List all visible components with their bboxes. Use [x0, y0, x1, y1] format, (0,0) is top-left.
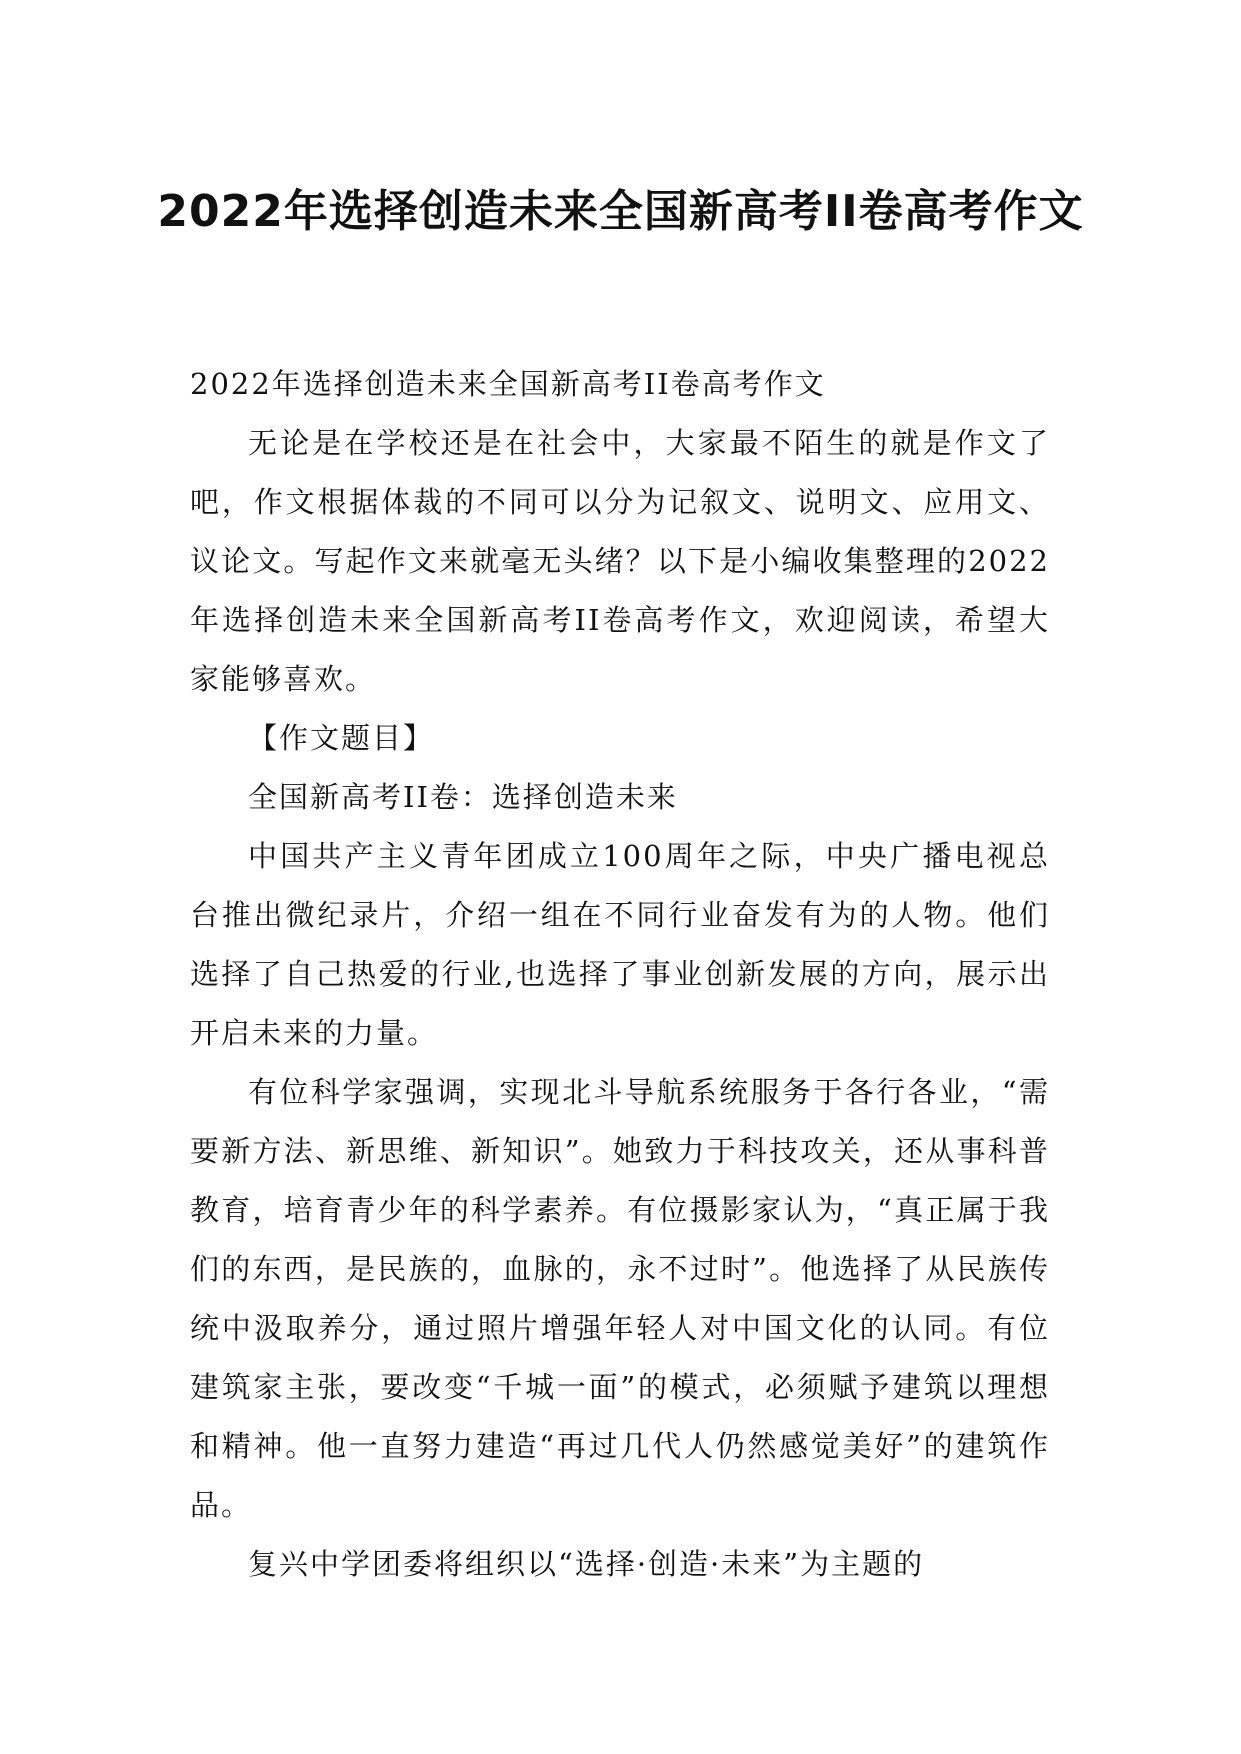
document-body [190, 355, 1050, 1594]
body-paragraph: 全国新高考II卷：选择创造未来 [248, 780, 678, 814]
body-paragraph: 中国共产主义青年团成立100周年之际，中央广播电视总台推出微纪录片，介绍一组在不同行业奋发有为的人物。他们选择了自己热爱的行业,也选择了事业创新发展的方向，展示出开启未来的力量。 [190, 839, 1050, 1050]
body-paragraph: 有位科学家强调，实现北斗导航系统服务于各行各业，“需要新方法、新思维、新知识”。她致力于科技攻关，还从事科普教育，培育青少年的科学素养。有位摄影家认为，“真正属于我们的东西，是民族的，血脉的，永不过时”。他选择了从民族传统中汲取养分，通过照片增强年轻人对中国文化的认同。有位建筑家主张，要改变“千城一面”的模式，必须赋予建筑以理想和精神。他一直努力建造“再过几代人仍然感觉美好”的建筑作品。 [190, 1075, 1050, 1522]
section-heading: 【作文题目】 [248, 721, 435, 755]
document-title: 2022年选择创造未来全国新高考II卷高考作文 [157, 186, 1084, 238]
body-paragraph: 2022年选择创造未来全国新高考II卷高考作文 [190, 367, 826, 401]
body-paragraph: 无论是在学校还是在社会中，大家最不陌生的就是作文了吧，作文根据体裁的不同可以分为记叙文、说明文、应用文、议论文。写起作文来就毫无头绪？以下是小编收集整理的2022年选择创造未来全国新高考II卷高考作文，欢迎阅读，希望大家能够喜欢。 [190, 426, 1050, 696]
body-paragraph: 复兴中学团委将组织以“选择·创造·未来”为主题的 [248, 1547, 925, 1581]
